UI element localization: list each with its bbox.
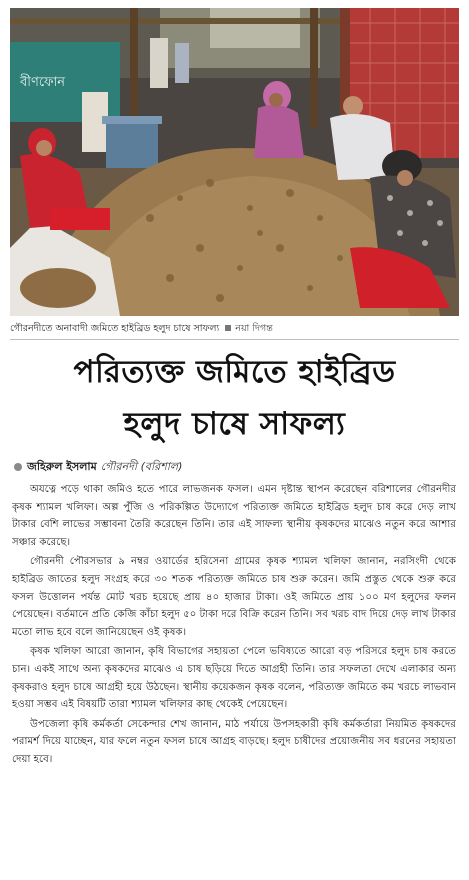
signboard-text: বীণফোন — [20, 75, 66, 90]
caption-source: নয়া দিগন্ত — [235, 323, 273, 334]
headline-line-2: হলুদ চাষে সাফল্য — [123, 406, 346, 442]
body-paragraph-3: কৃষক খলিফা আরো জানান, কৃষি বিভাগের সহায়তা পেলে ভবিষ্যতে আরো বড় পরিসরে হলুদ চাষ করতে চান। একই সাথে অন্য কৃষকদের মাঝেও এ চাষ ছড়িয়ে দিতে আগ্রহী তিনি। তার সফলতা দেখে এলাকার অন্য কৃষকরাও হলুদ চাষে আগ্রহী হয়ে উঠছেন। স্থানীয় কয়েকজন কৃষক বলেন, পরিত্যক্ত জমিতে কম খরচে লাভবান হওয়া সম্ভব এই বিষয়টি তারা শ্যামল খলিফার কাছ থেকেই পেয়েছেন। — [12, 646, 456, 711]
caption-divider — [10, 339, 459, 340]
body-paragraph-4: উপজেলা কৃষি কর্মকর্তা সেকেন্দার শেখ জানান, মাঠ পর্যায়ে উপসহকারী কৃষি কর্মকর্তারা নিয়মিত কৃষকদের পরামর্শ দিয়ে যাচ্ছেন, যার ফলে নতুন ফসল চাষে আগ্রহ বাড়ছে। হলুদ চাষীদের প্রয়োজনীয় সব ধরনের সহায়তা দেয়া হবে। — [12, 718, 456, 765]
photo-caption — [10, 320, 459, 338]
body-paragraph-1: অযত্নে পড়ে থাকা জমিও হতে পারে লাভজনক ফসল। এমন দৃষ্টান্ত স্থাপন করেছেন বরিশালের গৌরনদীর কৃষক শ্যামল খলিফা। অল্প পুঁজি ও পরিকল্পিত উদ্যোগে পরিত্যক্ত জমিতে হাইব্রিড হলুদ চাষ করে দেড় লাখ টাকার বেশি লাভের সম্ভাবনা তৈরি করেছেন তিনি। তার এই সাফল্য স্থানীয় কৃষকদের মাঝেও নতুন করে আশার সঞ্চার করেছে। — [12, 484, 456, 548]
article-body — [12, 481, 456, 873]
article-headline — [10, 346, 459, 450]
byline-author: জহিরুল ইসলাম — [27, 460, 97, 473]
news-photo — [10, 8, 459, 316]
headline-line-1: পরিত্যক্ত জমিতে হাইব্রিড — [73, 354, 396, 390]
byline-bullet-icon — [14, 463, 22, 471]
body-paragraph-2: গৌরনদী পৌরসভার ৯ নম্বর ওয়ার্ডের হরিসেনা গ্রামের কৃষক শ্যামল খলিফা জানান, নরসিংদী থেকে হাইব্রিড জাতের হলুদ সংগ্রহ করে ৩০ শতক পরিত্যক্ত জমিতে চাষ শুরু করেন। জমি প্রস্তুত থেকে শুরু করে ফসল উত্তোলন পর্যন্ত মোট খরচ হয়েছে প্রায় ৪০ হাজার টাকা। ওই জমিতে প্রায় ১০০ মণ হলুদের ফলন পেয়েছেন। বর্তমানে প্রতি কেজি কাঁচা হলুদ ৫০ টাকা দরে বিক্রি করেন তিনি। সব খরচ বাদ দিয়ে দেড় লাখ টাকার মতো লাভ হবে বলে জানিয়েছেন ওই কৃষক। — [12, 556, 456, 638]
byline-place: গৌরনদী (বরিশাল) — [100, 460, 183, 473]
caption-separator-square-icon — [225, 325, 231, 331]
caption-text: গৌরনদীতে অনাবাদী জমিতে হাইব্রিড হলুদ চাষে সাফল্য — [10, 323, 220, 334]
turmeric-harvest-photo — [10, 8, 459, 316]
byline — [14, 458, 454, 476]
